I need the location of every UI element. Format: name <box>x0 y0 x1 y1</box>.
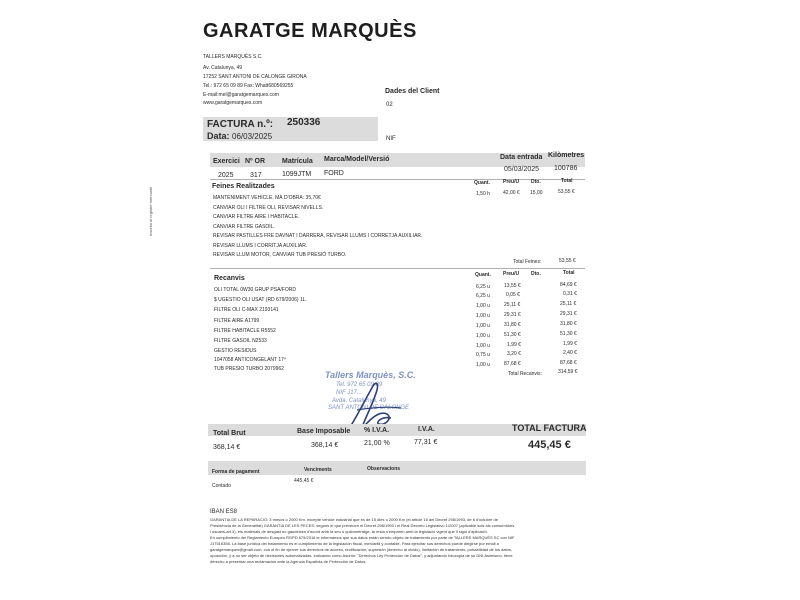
parts-col-preu: Preu/U <box>503 271 520 277</box>
legal-line: oposición, y a no ser objeto de decisiones automatizadas, indicando como Asunto: "Derechos Ley Protección de Datos", y adjuntando fotocopia de su DNI.Asimismo, tiene <box>210 553 513 558</box>
labor-divider <box>210 179 585 180</box>
parts-line-quant: 1,00 u <box>476 323 490 329</box>
client-title: Dades del Client <box>385 88 440 95</box>
stamp-line-3: NIF J17... <box>336 390 362 396</box>
parts-line-desc: OLI TOTAL 0W30 GRUP PSA/FORD <box>214 287 296 293</box>
parts-col-dto: Dto. <box>531 271 541 277</box>
total-brut-label: Total Brut <box>213 430 246 437</box>
parts-line-preu: 3,20 € <box>507 351 521 357</box>
parts-line-preu: 31,80 € <box>504 322 521 328</box>
labor-line-desc: CANVIAR FILTRE AIRE I HABITACLE. <box>213 214 300 220</box>
total-factura: 445,45 € <box>528 439 571 451</box>
parts-line-quant: 1,00 u <box>476 303 490 309</box>
legal-line: i usuaris-art.3), els materials de desgast no gaudeixen d'acord amb la seu ú quilometratge, la resta s'emparen amb la legislació vigent que li sigui d'aplicació. <box>210 529 488 534</box>
payment-notes-label: Observacions <box>367 466 401 472</box>
parts-line-preu: 25,11 € <box>504 302 521 308</box>
side-registry-text: Inscrita al registre mercantil <box>148 187 153 236</box>
parts-line-total: 87,68 € <box>560 360 577 366</box>
iva-label: I.V.A. <box>418 426 435 433</box>
legal-line: derecho a presentar una reclamación ante la Agencia Española de Protección de Datos. <box>210 559 367 564</box>
vehicle-header-date: Data entrada <box>500 154 543 161</box>
legal-line: garatgemarques@gmail.com, con el fin de ejercer sus derechos de acceso, rectificación, supresión (derecho al olvido), limitación de tratamiento, portabilidad de los datos, <box>210 547 512 552</box>
stamp-line-5: SANT ANTONI DE CALONGE <box>328 405 410 411</box>
legal-line: Presidència de la Generalitat) GARANTIA DE LES PECES: segons el que preveuen el Decret 298/1993 i el Real Decreto Legislativo 1/2007 (aplicable sols als consumidors <box>210 523 515 528</box>
parts-line-total: 51,30 € <box>560 331 577 337</box>
total-factura-label: TOTAL FACTURA <box>512 423 587 433</box>
labor-line-desc: REVISAR LLUM MOTOR, CANVIAR TUB PRESIÓ TURBO. <box>213 252 347 258</box>
vehicle-header-km: Kilòmetres <box>548 152 585 159</box>
parts-line-total: 31,80 € <box>560 321 577 327</box>
parts-line-total: 29,31 € <box>560 311 577 317</box>
parts-line-total: 2,40 € <box>563 350 577 356</box>
vehicle-header-exercici: Exercici <box>213 158 240 165</box>
vehicle-entry-date: 05/03/2025 <box>504 166 540 173</box>
labor-total: 53,55 € <box>559 258 576 264</box>
parts-line-preu: 0,05 € <box>506 292 520 298</box>
legal-line: GARANTIA DE LA REPARACIÓ: 3 mesos o 2000 Km. excepte vehicle industrial que és de 15 dies o 2000 Km (el article 16 del Decret 298/1993, de 6 d'octubre de <box>210 517 498 522</box>
base-imposable: 368,14 € <box>311 442 339 449</box>
vehicle-brand: FORD <box>324 170 344 177</box>
parts-line-preu: 13,55 € <box>504 283 521 289</box>
labor-line-desc: REVISAR LLUMS I CORRITJA AUXILIAR. <box>213 243 308 249</box>
labor-line-desc: MANTENIMENT VEHICLE. MÀ D'OBRA: 35,70€ <box>213 195 321 201</box>
client-code: 02 <box>386 102 393 108</box>
invoice-number: 250336 <box>287 117 321 128</box>
parts-line-total: 1,99 € <box>563 341 577 347</box>
invoice-date: 06/03/2025 <box>232 132 273 141</box>
parts-line-desc: FILTRE HABITACLE R5552 <box>214 328 276 334</box>
vehicle-header-matricula: Matrícula <box>282 158 313 165</box>
vehicle-header-model: Marca/Model/Versió <box>324 156 390 163</box>
parts-line-desc: 1047058 ANTICONGELANT 17º <box>214 357 286 363</box>
labor-line-desc: REVISAR PASTILLES FRE DAVNAT I DARRERA, REVISAR LLUMS I CORRETJA AUXILIAR. <box>213 233 423 239</box>
labor-col-dto: Dto. <box>531 179 541 185</box>
company-email: E-mail:mel@garatgemarques.com <box>203 92 279 98</box>
company-name: GARATGE MARQUÈS <box>203 20 417 42</box>
vehicle-header-or: Nº OR <box>245 158 266 165</box>
parts-line-preu: 87,68 € <box>504 361 521 367</box>
payment-method-label: Forma de pagament <box>212 469 260 475</box>
stamp-line-1: Tallers Marquès, S.C. <box>325 370 416 380</box>
invoice-label: FACTURA n.º: <box>207 119 274 130</box>
legal-text <box>210 517 514 565</box>
stamp-line-2: Tel. 972 65 09 89 <box>336 382 383 388</box>
parts-divider <box>210 268 585 269</box>
parts-line-quant: 0,75 u <box>476 352 490 358</box>
iva-pct-label: % I.V.A. <box>364 427 390 434</box>
company-phone: Tel.: 972 65 09 89 Fax: Whatt680569255 <box>203 83 294 89</box>
parts-line-quant: 6,25 u <box>476 293 490 299</box>
company-address-2: 17252 SANT ANTONI DE CALONGE GIRONA <box>203 74 307 80</box>
payment-due-label: Venciments <box>304 467 332 473</box>
company-address-1: Av. Catalunya, 49 <box>203 65 243 71</box>
parts-col-total: Total <box>563 270 575 276</box>
company-web: www.garatgemarques.com <box>203 100 263 106</box>
parts-total: 314,59 € <box>558 369 578 375</box>
vehicle-plate: 1099JTM <box>282 171 312 178</box>
parts-line-preu: 29,31 € <box>504 312 521 318</box>
labor-title: Feines Realitzades <box>212 183 275 190</box>
parts-line-desc: TUB PRESIO TURBO 2079962 <box>214 366 284 372</box>
parts-line-quant: 1,00 u <box>476 362 490 368</box>
labor-line-total: 53,55 € <box>558 189 575 195</box>
labor-col-quant: Quant. <box>474 180 490 186</box>
company-legal-name: TALLERS MARQUÈS S.C. <box>203 54 263 60</box>
parts-title: Recanvis <box>214 275 245 282</box>
labor-total-label: Total Feines: <box>513 259 542 265</box>
parts-line-total: 84,69 € <box>560 282 577 288</box>
vehicle-or: 317 <box>250 172 262 179</box>
labor-line-desc: CANVIAR OLI I FILTRE OLI, REVISAR NIVELLS. <box>213 205 324 211</box>
iva-pct: 21,00 % <box>364 440 390 447</box>
parts-line-desc: FILTRE AIRE A1799 <box>214 318 260 324</box>
labor-line-preu: 42,00 € <box>503 190 520 196</box>
labor-col-preu: Preu/U <box>503 179 520 185</box>
invoice-date-label: Data: <box>207 131 230 141</box>
client-nif-label: NIF <box>386 136 396 142</box>
payment-method: Contado <box>212 483 231 489</box>
labor-line-quant: 1,50 h <box>476 191 490 197</box>
base-imposable-label: Base Imposable <box>297 428 351 435</box>
parts-line-desc: FILTRE GASOIL N2533 <box>214 338 267 344</box>
parts-line-desc: FILTRE OLI C-MAX 2193141 <box>214 307 279 313</box>
iban: IBAN ES8 <box>210 509 238 515</box>
parts-line-desc: $ UGESTIO OLI USAT (RD 679/2006) 1L. <box>214 297 307 303</box>
legal-line: En cumplimiento del Reglamento Europeo RGPD 679/2016 le informamos que sus datos están siendo objeto de tratamiento por parte de TALLERS MARQUÈS SC con NIF <box>210 535 515 540</box>
parts-line-quant: 1,00 u <box>476 343 490 349</box>
vehicle-exercici: 2025 <box>218 172 234 179</box>
total-brut: 368,14 € <box>213 444 241 451</box>
parts-line-desc: GESTIO RESIDUS <box>214 348 257 354</box>
parts-line-total: 25,11 € <box>560 301 577 307</box>
parts-col-quant: Quant. <box>475 272 491 278</box>
parts-line-preu: 1,99 € <box>507 342 521 348</box>
labor-line-dto: 15,00 <box>530 190 543 196</box>
labor-col-total: Total <box>561 178 573 184</box>
vehicle-km: 100786 <box>554 165 578 172</box>
parts-line-total: 0,31 € <box>563 291 577 297</box>
parts-line-quant: 1,00 u <box>476 313 490 319</box>
parts-total-label: Total Recanvis: <box>508 371 542 377</box>
stamp-line-4: Avda. Catalunya, 49 <box>332 398 386 404</box>
labor-line-desc: CANVIAR FILTRE GASOIL. <box>213 224 275 230</box>
payment-due: 445,45 € <box>294 478 314 484</box>
legal-line: J17516356. La base jurídica del tratamiento es el cumplimiento de la legislación fiscal, mercantil y contable. Para ejercitar sus derechos puede dirigirse por email a <box>210 541 499 546</box>
parts-line-quant: 1,00 u <box>476 333 490 339</box>
parts-line-quant: 6,25 u <box>476 284 490 290</box>
parts-line-preu: 51,30 € <box>504 332 521 338</box>
iva-amount: 77,31 € <box>414 439 438 446</box>
